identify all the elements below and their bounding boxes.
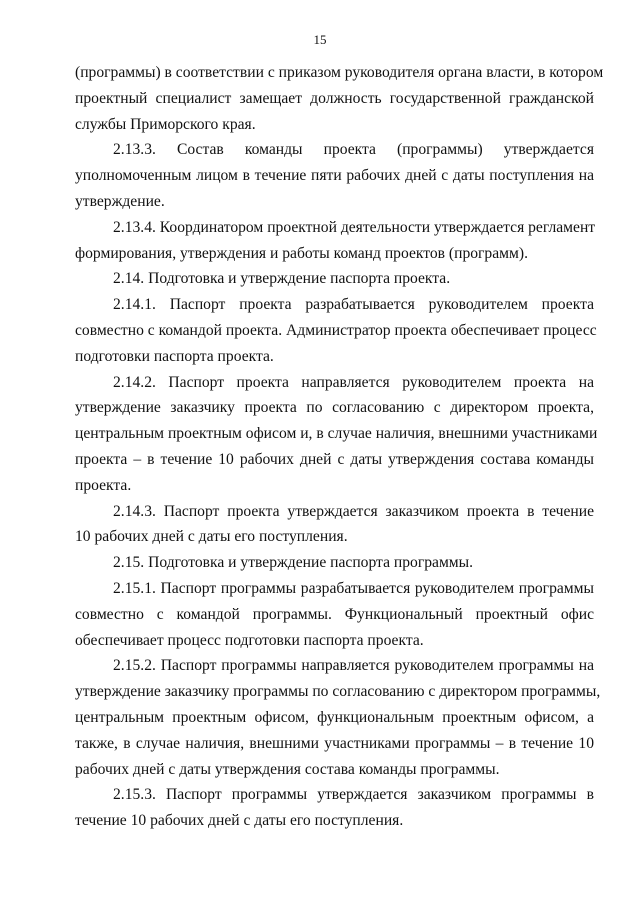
text-line: 2.14. Подготовка и утверждение паспорта проекта. — [113, 270, 451, 288]
text-line: (программы) в соответствии с приказом руководителя органа власти, в котором — [75, 64, 604, 81]
text-line: 2.14.1. Паспорт проекта разрабатывается руководителем проекта — [113, 296, 594, 314]
paragraph-2-14-1 — [75, 292, 597, 369]
text-line: утверждение. — [75, 192, 165, 210]
text-line: центральным проектным офисом, функциональным проектным офисом, а — [75, 708, 594, 726]
paragraph-2-15-3 — [75, 782, 594, 834]
text-line: проектный специалист замещает должность государственной гражданской — [75, 89, 594, 107]
text-line: проекта. — [75, 476, 132, 494]
text-line: течение 10 рабочих дней с даты его поступления. — [75, 812, 404, 830]
text-line: уполномоченным лицом в течение пяти рабочих дней с даты поступления на — [75, 167, 594, 185]
text-line: утверждение заказчику проекта по согласованию с директором проекта, — [75, 399, 594, 417]
text-line: службы Приморского края. — [75, 115, 256, 133]
text-line: утверждение заказчику программы по согласованию с директором программы, — [75, 683, 601, 701]
text-line: 2.13.4. Координатором проектной деятельности утверждается регламент — [113, 218, 596, 236]
text-line: формирования, утверждения и работы команд проектов (программ). — [75, 244, 528, 262]
text-line: 10 рабочих дней с даты его поступления. — [75, 528, 348, 546]
paragraph-2-13-3 — [75, 137, 594, 214]
section-heading-2-15 — [75, 550, 594, 576]
paragraph-2-15-2 — [75, 653, 601, 782]
text-line: 2.15. Подготовка и утверждение паспорта программы. — [113, 554, 474, 572]
text-line: проекта – в течение 10 рабочих дней с даты утверждения состава команды — [75, 450, 594, 468]
text-line: совместно с командой программы. Функциональный проектный офис — [75, 605, 594, 623]
text-line: 2.15.3. Паспорт программы утверждается заказчиком программы в — [113, 786, 594, 804]
paragraph-2-14-3 — [75, 499, 594, 551]
page-number: 15 — [313, 32, 327, 47]
text-line: центральным проектным офисом и, в случае наличия, внешними участниками — [75, 425, 598, 443]
paragraph — [75, 60, 604, 137]
document-body — [75, 60, 604, 834]
paragraph-2-14-2 — [75, 370, 598, 499]
text-line: подготовки паспорта проекта. — [75, 347, 274, 365]
text-line: рабочих дней с даты утверждения состава команды программы. — [75, 760, 500, 778]
text-line: 2.15.2. Паспорт программы направляется руководителем программы на — [113, 657, 594, 675]
text-line: также, в случае наличия, внешними участниками программы – в течение 10 — [75, 734, 594, 752]
paragraph-2-13-4 — [75, 215, 594, 267]
text-line: совместно с командой проекта. Администратор проекта обеспечивает процесс — [75, 321, 597, 339]
text-line: 2.14.2. Паспорт проекта направляется руководителем проекта на — [113, 373, 594, 391]
section-heading-2-14 — [75, 266, 594, 292]
text-line: обеспечивает процесс подготовки паспорта проекта. — [75, 631, 424, 649]
paragraph-2-15-1 — [75, 576, 594, 653]
text-line: 2.15.1. Паспорт программы разрабатывается руководителем программы — [113, 579, 594, 597]
text-line: 2.14.3. Паспорт проекта утверждается заказчиком проекта в течение — [113, 502, 594, 520]
text-line: 2.13.3. Состав команды проекта (программы) утверждается — [113, 141, 594, 159]
